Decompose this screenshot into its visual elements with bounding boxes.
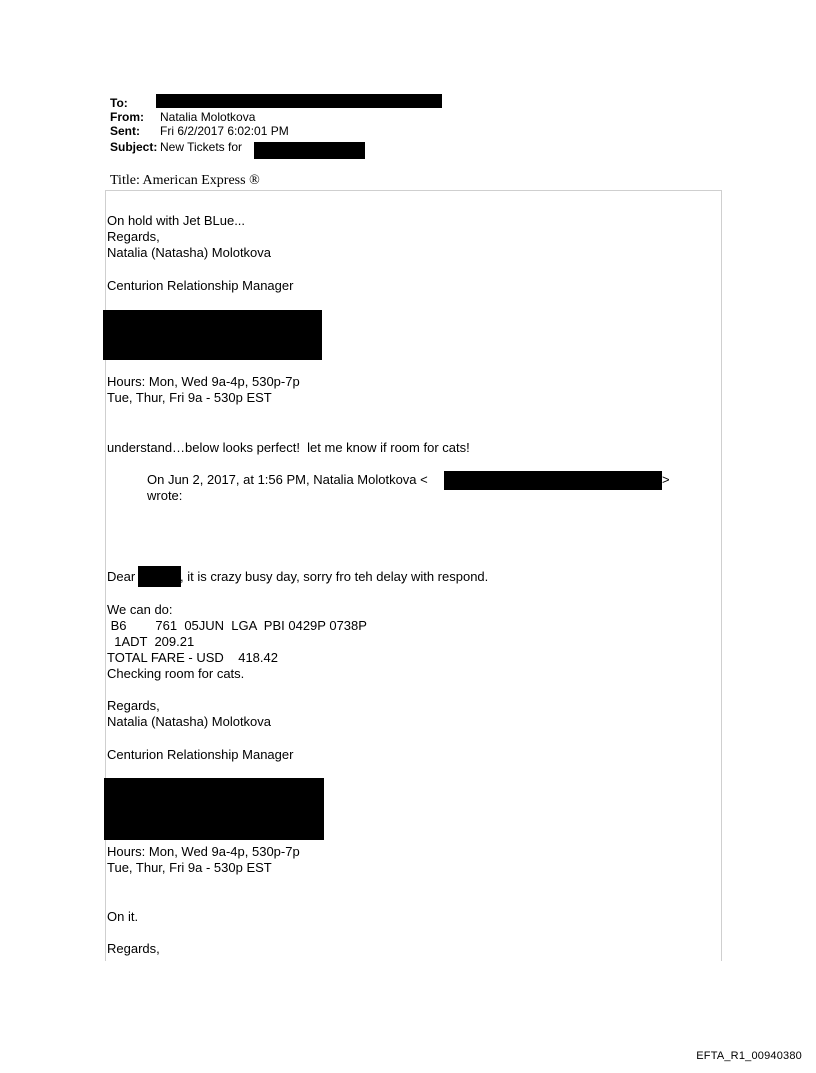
redacted-recipient-name — [138, 566, 181, 587]
sent-label: Sent: — [110, 124, 140, 138]
body-line-hours-3: Hours: Mon, Wed 9a-4p, 530p-7p — [107, 844, 300, 859]
body-line-checking-cats: Checking room for cats. — [107, 666, 245, 681]
redacted-email-address — [444, 471, 662, 490]
body-line-on-it: On it. — [107, 909, 139, 924]
body-line-hours-2: Tue, Thur, Fri 9a - 530p EST — [107, 390, 272, 405]
body-line-job-title-1: Centurion Relationship Manager — [107, 278, 294, 293]
body-line-regards-1: Regards, — [107, 229, 160, 244]
quote-wrote: wrote: — [147, 488, 183, 503]
body-line-regards-2: Regards, — [107, 698, 160, 713]
body-line-regards-3: Regards, — [107, 941, 160, 956]
body-line-reply: understand…below looks perfect! let me know if room for cats! — [107, 440, 470, 455]
body-line-hours-1: Hours: Mon, Wed 9a-4p, 530p-7p — [107, 374, 300, 389]
from-label: From: — [110, 110, 144, 124]
body-line-sender-name-2: Natalia (Natasha) Molotkova — [107, 714, 272, 729]
body-line-dear-rest: , it is crazy busy day, sorry fro teh delay with respond. — [180, 569, 489, 584]
subject-value: New Tickets for — [160, 140, 243, 154]
quote-header-line: On Jun 2, 2017, at 1:56 PM, Natalia Molotkova < — [147, 472, 428, 487]
page-title: Title: American Express ® — [110, 173, 260, 188]
sent-value: Fri 6/2/2017 6:02:01 PM — [160, 124, 289, 138]
document-id: EFTA_R1_00940380 — [696, 1050, 802, 1062]
redacted-subject — [254, 142, 365, 159]
quote-header-bracket: > — [662, 472, 670, 487]
body-line-fare-adt: 1ADT 209.21 — [107, 634, 195, 649]
redacted-to-recipient — [156, 94, 442, 108]
body-line-job-title-2: Centurion Relationship Manager — [107, 747, 294, 762]
body-line-on-hold: On hold with Jet BLue... — [107, 213, 246, 228]
redacted-signature-block-2 — [104, 778, 324, 840]
body-line-dear: Dear — [107, 569, 136, 584]
body-line-hours-4: Tue, Thur, Fri 9a - 530p EST — [107, 860, 272, 875]
to-label: To: — [110, 96, 128, 110]
body-line-we-can-do: We can do: — [107, 602, 173, 617]
body-line-flight: B6 761 05JUN LGA PBI 0429P 0738P — [107, 618, 367, 633]
body-line-sender-name-1: Natalia (Natasha) Molotkova — [107, 245, 272, 260]
redacted-signature-block-1 — [103, 310, 322, 360]
subject-label: Subject: — [110, 140, 158, 154]
from-value: Natalia Molotkova — [160, 110, 256, 124]
body-line-total-fare: TOTAL FARE - USD 418.42 — [107, 650, 278, 665]
